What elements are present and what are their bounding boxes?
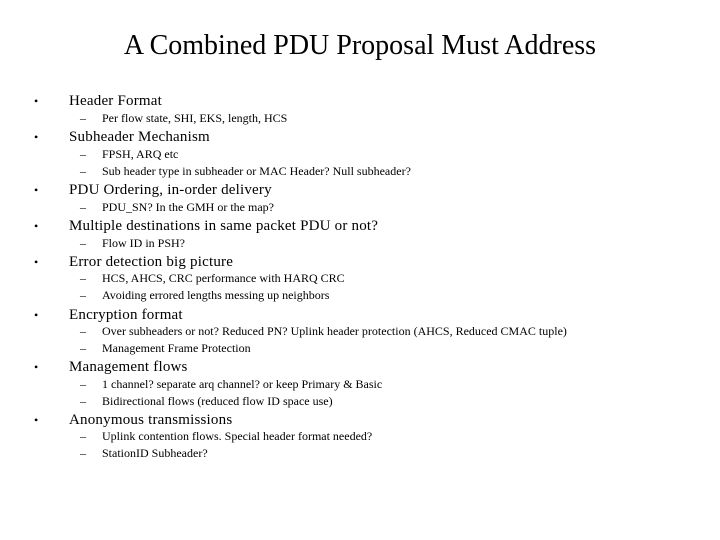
bullet-item [0, 180, 720, 200]
sub-bullet-text: Over subheaders or not? Reduced PN? Uplink header protection (AHCS, Reduced CMAC tuple) [102, 324, 567, 338]
bullet-icon: • [34, 255, 39, 269]
sub-bullet-item [0, 323, 720, 340]
bullet-item [0, 216, 720, 236]
slide-title: A Combined PDU Proposal Must Address [123, 30, 597, 61]
sub-bullet-item [0, 376, 720, 393]
sub-bullet-text: Per flow state, SHI, EKS, length, HCS [102, 111, 288, 125]
sub-bullet-text: Management Frame Protection [102, 341, 251, 355]
sub-bullet-text: HCS, AHCS, CRC performance with HARQ CRC [102, 271, 345, 285]
sub-bullet-item [0, 163, 720, 180]
sub-bullet-item [0, 199, 720, 216]
bullet-text: Header Format [69, 93, 162, 109]
bullet-icon: • [34, 130, 39, 144]
dash-icon: – [80, 164, 86, 178]
dash-icon: – [80, 324, 86, 338]
dash-icon: – [80, 200, 86, 214]
bullet-text: Anonymous transmissions [69, 412, 233, 428]
bullet-item [0, 91, 720, 111]
dash-icon: – [80, 147, 86, 161]
bullet-item [0, 252, 720, 272]
dash-icon: – [80, 341, 86, 355]
bullet-text: Encryption format [69, 307, 183, 323]
sub-bullet-item [0, 235, 720, 252]
bullet-text: Multiple destinations in same packet PDU or not? [69, 218, 379, 234]
sub-bullet-item [0, 287, 720, 304]
sub-bullet-item [0, 110, 720, 127]
bullet-text: Management flows [69, 359, 188, 375]
sub-bullet-item [0, 270, 720, 287]
dash-icon: – [80, 394, 86, 408]
bullet-text: Subheader Mechanism [69, 129, 210, 145]
sub-bullet-text: FPSH, ARQ etc [102, 147, 179, 161]
sub-bullet-text: Bidirectional flows (reduced flow ID space use) [102, 394, 333, 408]
bullet-icon: • [34, 308, 39, 322]
sub-bullet-text: Avoiding errored lengths messing up neighbors [102, 288, 330, 302]
bullet-icon: • [34, 360, 39, 374]
sub-bullet-text: Sub header type in subheader or MAC Header? Null subheader? [102, 164, 411, 178]
dash-icon: – [80, 446, 86, 460]
sub-bullet-text: Flow ID in PSH? [102, 236, 186, 250]
bullet-item [0, 410, 720, 430]
dash-icon: – [80, 429, 86, 443]
bullet-icon: • [34, 219, 39, 233]
sub-bullet-item [0, 428, 720, 445]
bullet-item [0, 357, 720, 377]
bullet-icon: • [34, 413, 39, 427]
sub-bullet-item [0, 146, 720, 163]
dash-icon: – [80, 377, 86, 391]
bullet-icon: • [34, 94, 39, 108]
sub-bullet-text: Uplink contention flows. Special header format needed? [102, 429, 373, 443]
sub-bullet-item [0, 393, 720, 410]
bullet-item [0, 127, 720, 147]
bullet-text: Error detection big picture [69, 254, 234, 270]
sub-bullet-text: 1 channel? separate arq channel? or keep Primary & Basic [102, 377, 383, 391]
sub-bullet-text: StationID Subheader? [102, 446, 208, 460]
sub-bullet-text: PDU_SN? In the GMH or the map? [102, 200, 274, 214]
bullet-icon: • [34, 183, 39, 197]
dash-icon: – [80, 111, 86, 125]
sub-bullet-item [0, 340, 720, 357]
bullet-text: PDU Ordering, in-order delivery [69, 182, 272, 198]
dash-icon: – [80, 288, 86, 302]
dash-icon: – [80, 271, 86, 285]
dash-icon: – [80, 236, 86, 250]
bullet-item [0, 305, 720, 325]
sub-bullet-item [0, 445, 720, 462]
